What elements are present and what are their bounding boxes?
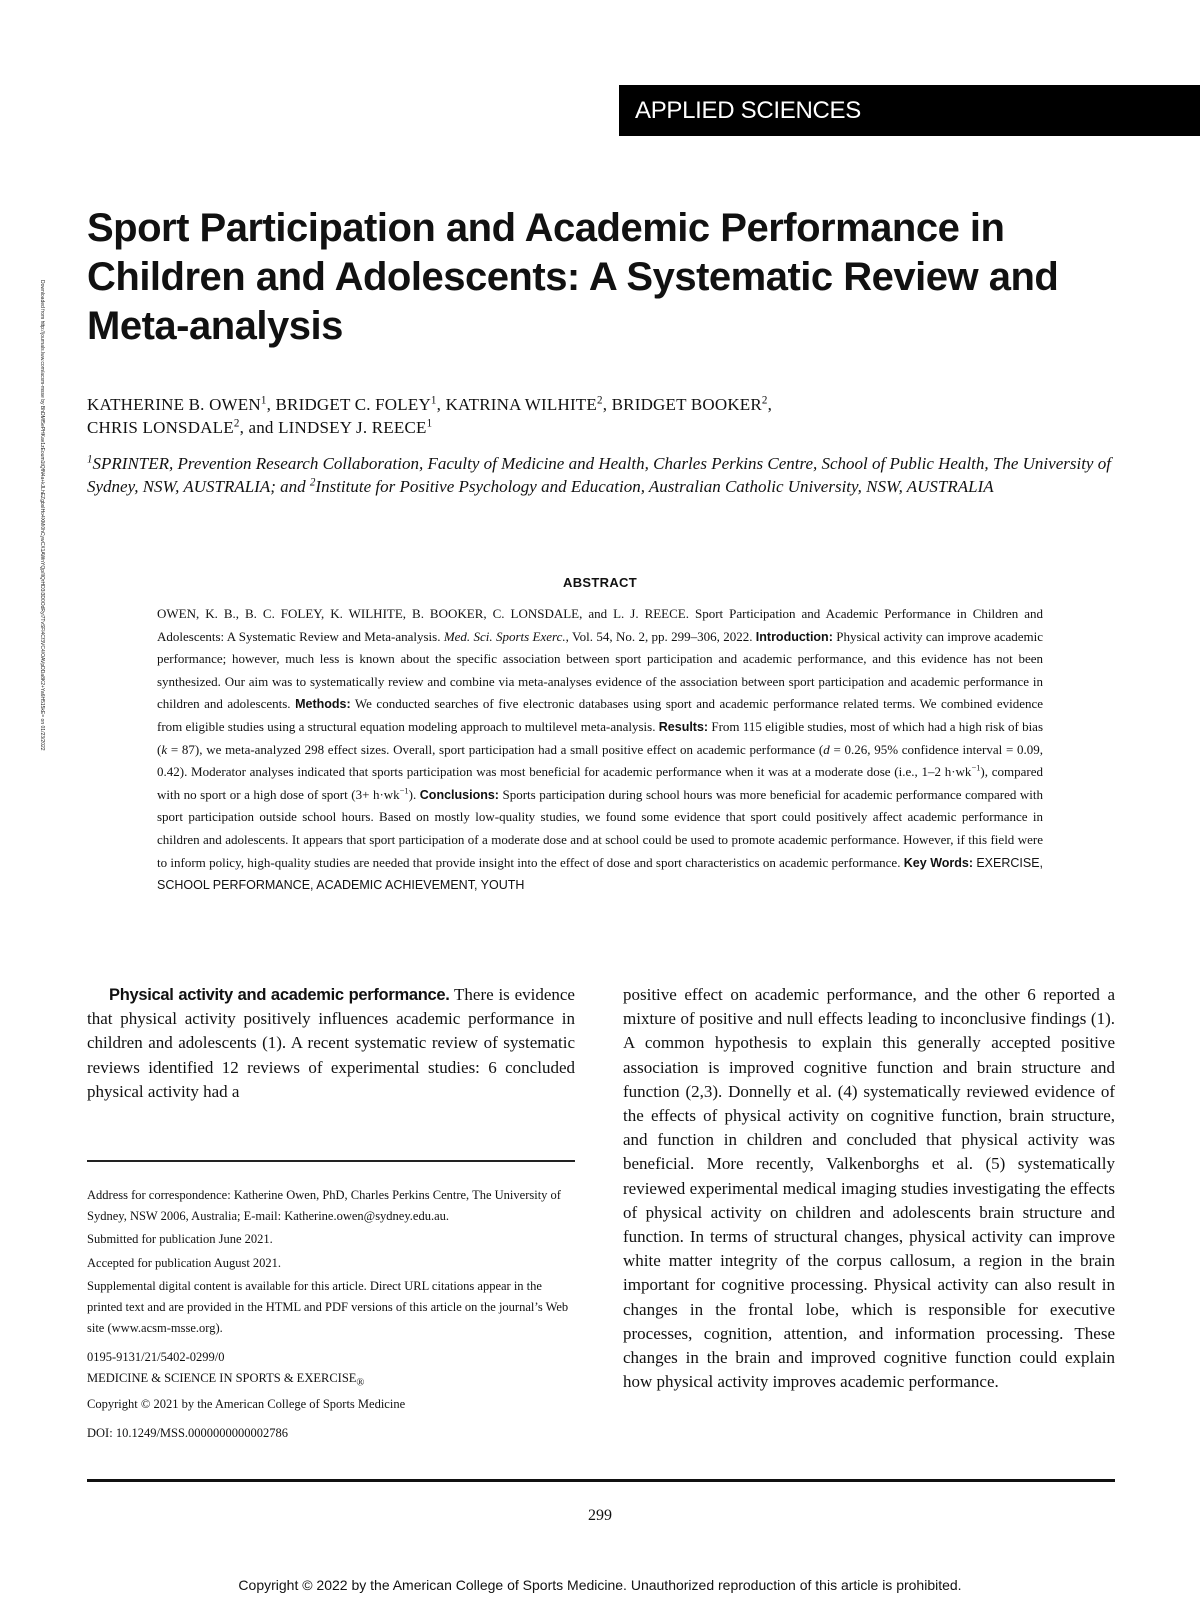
author-conjunction: and [248,418,274,437]
author-affiliation-mark: 1 [426,417,433,430]
footer-copyright: Copyright © 2022 by the American College of Sports Medicine. Unauthorized reproduction of this article is prohibited. [238,1577,962,1593]
abstract-body [157,603,1043,897]
results-text: = 87), we meta-analyzed 298 effect sizes. Overall, sport participation had a small positive effect on academic performance ( [167,741,824,757]
results-text: From 115 eligible studies, most of which had a high risk of bias ( [157,718,1044,757]
keywords-text: EXERCISE, SCHOOL PERFORMANCE, ACADEMIC ACHIEVEMENT, YOUTH [157,855,1044,893]
results-text: ). [408,786,417,802]
journal-abbrev: Med. Sci. Sports Exerc. [443,628,566,644]
section-run-in-heading: Physical activity and academic performance. [109,986,450,1004]
abstract-heading: ABSTRACT [563,575,637,590]
journal-name-text: MEDICINE & SCIENCE IN SPORTS & EXERCISE [87,1370,357,1385]
results-k-symbol: k [161,741,168,757]
footnotes [87,1185,575,1444]
affiliations [87,452,1117,498]
conclusions-text: Sports participation during school hours was more beneficial for academic performance compared with sport participation outside school hours. Based on mostly low-quality studies, we found some evidence that sport could positively affect academic performance in children and adolescents. It appears that sport participation of a moderate dose and at school could be used to promote academic performance. However, if this field were to inform policy, high-quality studies are needed that provide insight into the effect of dose and sport characteristics on academic performance. [157,786,1043,870]
page-bottom-rule [87,1479,1115,1482]
download-notice [39,280,53,1580]
abstract-citation: OWEN, K. B., B. C. FOLEY, K. WILHITE, B. BOOKER, C. LONSDALE, and L. J. REECE. Sport Participation and Academic Performance in Children and Adolescents: A Systematic Review and Meta-analysis. [157,606,1043,644]
results-label: Results: [658,719,709,734]
author-name: KATHERINE B. OWEN [87,395,261,414]
author-name: CHRIS LONSDALE [87,418,234,437]
conclusions-label: Conclusions: [419,787,499,802]
affiliation-text: Institute for Positive Psychology and Education, Australian Catholic University, NSW, AUSTRALIA [315,477,994,496]
correspondence-note: Address for correspondence: Katherine Owen, PhD, Charles Perkins Centre, The University of Sydney, NSW 2006, Australia; E-mail: Katherine.owen@sydney.edu.au. [87,1188,561,1223]
results-unit-exponent: −1 [971,762,981,773]
doi: DOI: 10.1249/MSS.0000000000002786 [87,1426,289,1441]
journal-copyright: Copyright © 2021 by the American College of Sports Medicine [87,1396,406,1411]
footnote-divider [87,1160,575,1162]
author-name: BRIDGET BOOKER [611,395,762,414]
author-list: KATHERINE B. OWEN$^1$, BRIDGET C. FOLEY$^1$, KATRINA WILHITE$^2$, BRIDGET BOOKER$^2$, CHRIS LONSDALE$^2$, and LINDSEY J. REECE$^1$ [87,394,773,437]
results-unit-exponent: −1 [399,785,409,796]
download-notice-text: Downloaded from http://journals.lww.com/acsm-msse by BhDMf5ePHKav1zEoum1tQfN4a+kJLhEZgbsIHo4XMi0hCywCX1AWnYQp/IlQrHD3i3D0OdRyi7TvSFl4Cf3VC4/OAVpDDa8K2+Ya6H515kE= on 01/23/2022 [39,280,45,751]
page-number: 299 [588,1507,612,1524]
methods-label: Methods: [295,697,351,712]
body-column-left [87,983,575,1104]
body-paragraph: positive effect on academic performance, and the other 6 reported a mixture of positive and null effects leading to inconclusive findings (1). A common hypothesis to explain this generally accepted positive association is improved cognitive function and brain structure and function (2,3). Donnelly et al. (4) systematically reviewed evidence of the effects of physical activity on cognitive function, brain structure, and function in children and concluded that physical activity was beneficial. More recently, Valkenborghs et al. (5) systematically reviewed experimental medical imaging studies investigating the effects of physical activity on children and adolescents brain structure and function. In terms of structural changes, physical activity can improve white matter integrity of the corpus callosum, a region in the brain important for cognitive processing. Physical activity can also result in changes in the frontal lobe, which is responsible for executive processes, cognition, attention, and information processing. These changes in the brain and improved cognitive function could explain how physical activity improves academic performance. [623,985,1115,1392]
author-affiliation-mark: 2 [233,417,240,430]
affiliation-mark: 2 [309,476,316,489]
results-d-symbol: d [823,741,830,757]
author-affiliation-mark: 2 [761,394,768,407]
keywords-label: Key Words: [903,855,974,870]
author-affiliation-mark: 1 [260,394,267,407]
supplemental-note: Supplemental digital content is available for this article. Direct URL citations appear in the printed text and are provided in the HTML and PDF versions of this article on the journal’s Web site (www.acsm-msse.org). [87,1279,569,1335]
accepted-note: Accepted for publication August 2021. [87,1255,282,1270]
author-name: KATRINA WILHITE [445,395,597,414]
body-paragraph: There is evidence that physical activity positively influences academic performance in children and adolescents (1). A recent systematic review of systematic reviews identified 12 reviews of experimental studies: 6 concluded physical activity had a [87,985,575,1101]
results-text: ), compared with no sport or a high dose of sport (3+ h·wk [157,764,1043,802]
volume-info: , Vol. 54, No. 2, pp. 299–306, 2022. [565,628,753,644]
body-column-right [623,983,1115,1394]
author-affiliation-mark: 1 [430,394,437,407]
intro-label: Introduction: [755,629,833,644]
section-banner: APPLIED SCIENCES [619,85,1200,136]
submitted-note: Submitted for publication June 2021. [87,1232,273,1247]
author-name: LINDSEY J. REECE [278,418,427,437]
registered-mark: ® [356,1377,365,1389]
affiliation-text: SPRINTER, Prevention Research Collaboration, Faculty of Medicine and Health, Charles Perkins Centre, School of Public Health, The University of Sydney, NSW, AUSTRALIA; and [87,454,1111,496]
methods-text: We conducted searches of five electronic databases using sport and academic performance related terms. We combined evidence from eligible studies using a structural equation modeling approach to multilevel meta-analysis. [157,696,1044,734]
article-title: Sport Participation and Academic Performance in Children and Adolescents: A Systematic Review and Meta-analysis [87,206,1059,348]
issn: 0195-9131/21/5402-0299/0 [87,1350,225,1365]
results-text: = 0.26, 95% confidence interval = 0.09, 0.42). Moderator analyses indicated that sports participation was most beneficial for academic performance when it was at a moderate dose (i.e., 1–2 h·wk [157,741,1044,780]
author-affiliation-mark: 2 [596,394,603,407]
journal-name [87,1368,575,1394]
intro-text: Physical activity can improve academic performance; however, much less is known about the specific association between sport participation and academic performance, and this evidence has not been synthesized. Our aim was to systematically review and combine via meta-analyses evidence of the association between sport participation and academic performance in children and adolescents. [157,628,1044,712]
author-name: BRIDGET C. FOLEY [275,395,431,414]
affiliation-mark: 1 [87,453,93,466]
